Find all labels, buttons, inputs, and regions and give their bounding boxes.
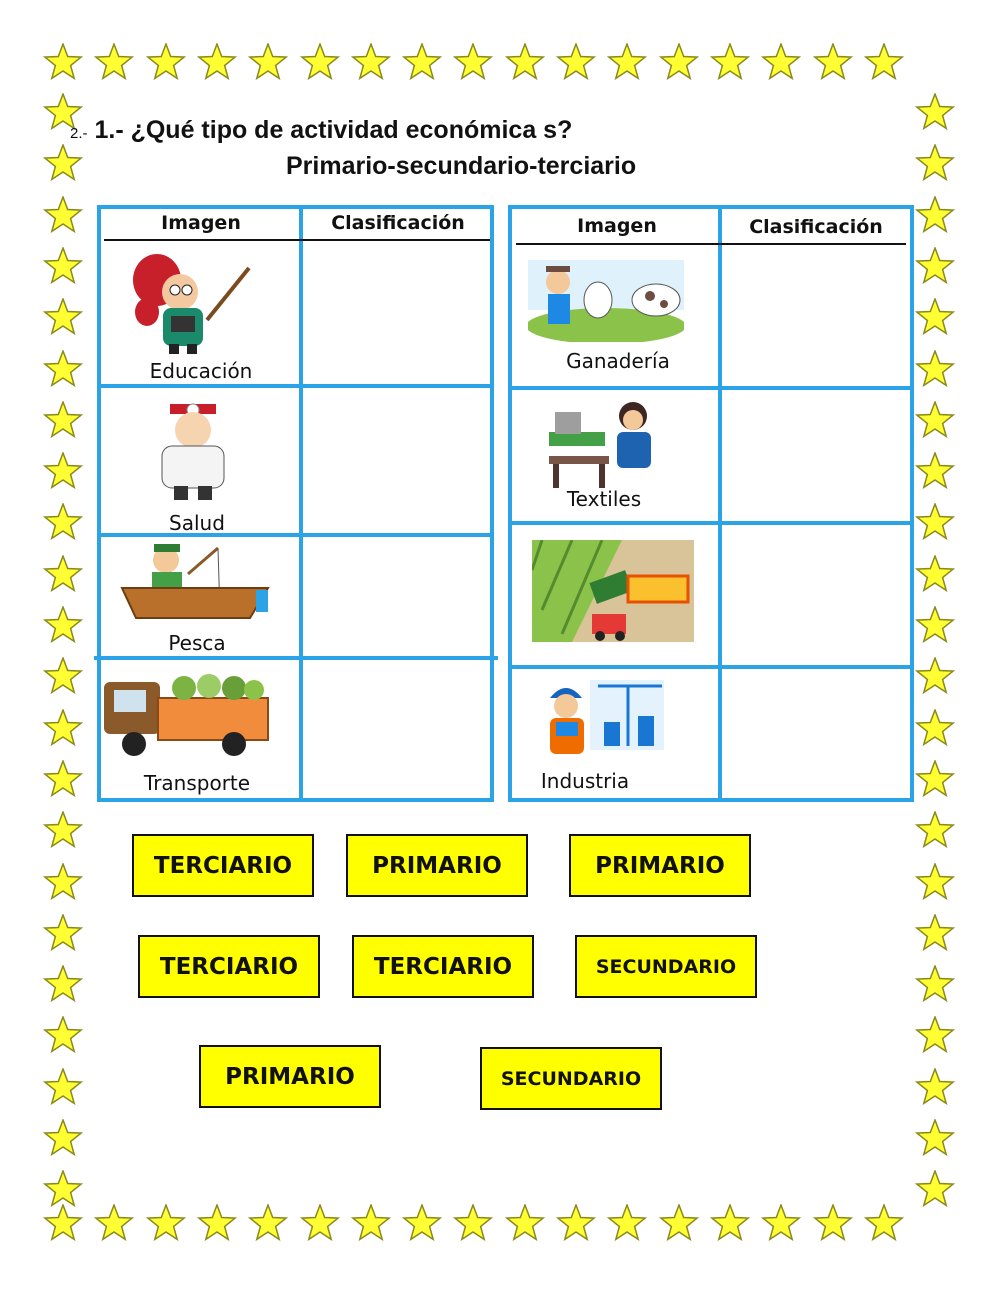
right-row-line (508, 386, 914, 390)
star-icon (864, 43, 904, 83)
star-icon (43, 350, 83, 390)
left-header-clasificacion: Clasificación (331, 212, 465, 234)
harvest-field-icon (532, 540, 694, 642)
fisherman-boat-icon (118, 540, 273, 622)
right-header-rule (516, 243, 906, 245)
star-icon (43, 657, 83, 697)
star-icon (915, 1068, 955, 1108)
star-icon (453, 43, 493, 83)
star-icon (43, 144, 83, 184)
classification-cell-educacion[interactable] (305, 243, 489, 383)
label-primario[interactable]: PRIMARIO (346, 834, 528, 897)
caption-ganaderia: Ganadería (566, 349, 670, 373)
star-icon (43, 1119, 83, 1159)
question-title (70, 116, 572, 145)
classification-cell-agricultura[interactable] (724, 527, 908, 664)
left-header-imagen: Imagen (161, 212, 241, 234)
star-icon (300, 1204, 340, 1244)
star-icon (915, 657, 955, 697)
star-icon (915, 863, 955, 903)
caption-transporte: Transporte (143, 771, 251, 795)
left-header-rule (104, 239, 490, 241)
star-icon (915, 1119, 955, 1159)
star-icon (813, 1204, 853, 1244)
star-icon (453, 1204, 493, 1244)
question-text: 1.- ¿Qué tipo de actividad económica s? (94, 116, 573, 144)
star-icon (351, 43, 391, 83)
star-icon (915, 196, 955, 236)
star-icon (761, 43, 801, 83)
star-icon (915, 555, 955, 595)
classification-cell-industria[interactable] (724, 671, 908, 796)
label-terciario[interactable]: TERCIARIO (132, 834, 314, 897)
label-secundario[interactable]: SECUNDARIO (575, 935, 757, 998)
label-terciario[interactable]: TERCIARIO (138, 935, 320, 998)
star-icon (864, 1204, 904, 1244)
truck-icon (104, 670, 270, 758)
star-icon (659, 1204, 699, 1244)
right-header-imagen: Imagen (577, 215, 657, 237)
star-icon (915, 1016, 955, 1056)
right-row-line (508, 521, 914, 525)
star-icon (43, 555, 83, 595)
sewing-worker-icon (545, 396, 665, 491)
label-terciario[interactable]: TERCIARIO (352, 935, 534, 998)
classification-cell-textiles[interactable] (724, 392, 908, 520)
star-icon (43, 709, 83, 749)
star-icon (813, 43, 853, 83)
star-icon (556, 43, 596, 83)
star-icon (915, 760, 955, 800)
star-icon (915, 709, 955, 749)
star-icon (43, 914, 83, 954)
caption-pesca: Pesca (168, 631, 226, 655)
question-number: 2.- (70, 125, 88, 142)
right-header-clasificacion: Clasificación (749, 216, 883, 238)
star-icon (351, 1204, 391, 1244)
label-primario[interactable]: PRIMARIO (569, 834, 751, 897)
question-options-line: Primario-secundario-terciario (286, 152, 637, 180)
star-icon (607, 1204, 647, 1244)
star-icon (43, 760, 83, 800)
star-icon (915, 1170, 955, 1210)
star-icon (43, 1170, 83, 1210)
star-icon (43, 1016, 83, 1056)
star-icon (505, 1204, 545, 1244)
star-icon (94, 43, 134, 83)
left-table-divider (299, 205, 303, 802)
star-icon (710, 43, 750, 83)
star-icon (146, 1204, 186, 1244)
star-icon (915, 247, 955, 287)
star-icon (248, 43, 288, 83)
star-icon (197, 43, 237, 83)
star-icon (402, 43, 442, 83)
star-icon (915, 503, 955, 543)
left-row-line (97, 384, 494, 388)
star-icon (94, 1204, 134, 1244)
farmer-cows-icon (528, 260, 684, 342)
star-icon (248, 1204, 288, 1244)
doctor-icon (148, 400, 238, 505)
star-icon (915, 93, 955, 133)
star-icon (43, 43, 83, 83)
teacher-icon (125, 250, 255, 355)
star-icon (43, 247, 83, 287)
star-icon (43, 196, 83, 236)
label-secundario[interactable]: SECUNDARIO (480, 1047, 662, 1110)
star-icon (915, 452, 955, 492)
star-icon (915, 298, 955, 338)
star-icon (197, 1204, 237, 1244)
factory-worker-icon (538, 676, 668, 760)
star-icon (607, 43, 647, 83)
caption-educacion: Educación (149, 359, 253, 383)
star-icon (43, 452, 83, 492)
star-icon (761, 1204, 801, 1244)
caption-industria: Industria (540, 769, 630, 793)
right-row-line (508, 665, 914, 669)
caption-salud: Salud (169, 511, 225, 535)
star-icon (915, 350, 955, 390)
star-icon (43, 401, 83, 441)
star-icon (915, 606, 955, 646)
star-icon (659, 43, 699, 83)
star-icon (43, 1068, 83, 1108)
star-icon (43, 503, 83, 543)
classification-cell-transporte[interactable] (305, 662, 489, 796)
right-table-divider (718, 205, 722, 802)
star-icon (43, 863, 83, 903)
star-icon (915, 914, 955, 954)
star-icon (146, 43, 186, 83)
star-icon (915, 144, 955, 184)
star-icon (402, 1204, 442, 1244)
star-icon (300, 43, 340, 83)
caption-textiles: Textiles (566, 487, 642, 511)
classification-cell-pesca[interactable] (305, 539, 489, 655)
star-icon (43, 965, 83, 1005)
left-row-line (94, 656, 498, 660)
star-icon (43, 606, 83, 646)
star-icon (915, 965, 955, 1005)
star-icon (43, 298, 83, 338)
classification-cell-ganaderia[interactable] (724, 247, 908, 385)
star-icon (556, 1204, 596, 1244)
star-icon (915, 811, 955, 851)
star-icon (505, 43, 545, 83)
label-primario[interactable]: PRIMARIO (199, 1045, 381, 1108)
classification-cell-salud[interactable] (305, 390, 489, 532)
star-icon (43, 811, 83, 851)
star-icon (915, 401, 955, 441)
star-icon (710, 1204, 750, 1244)
